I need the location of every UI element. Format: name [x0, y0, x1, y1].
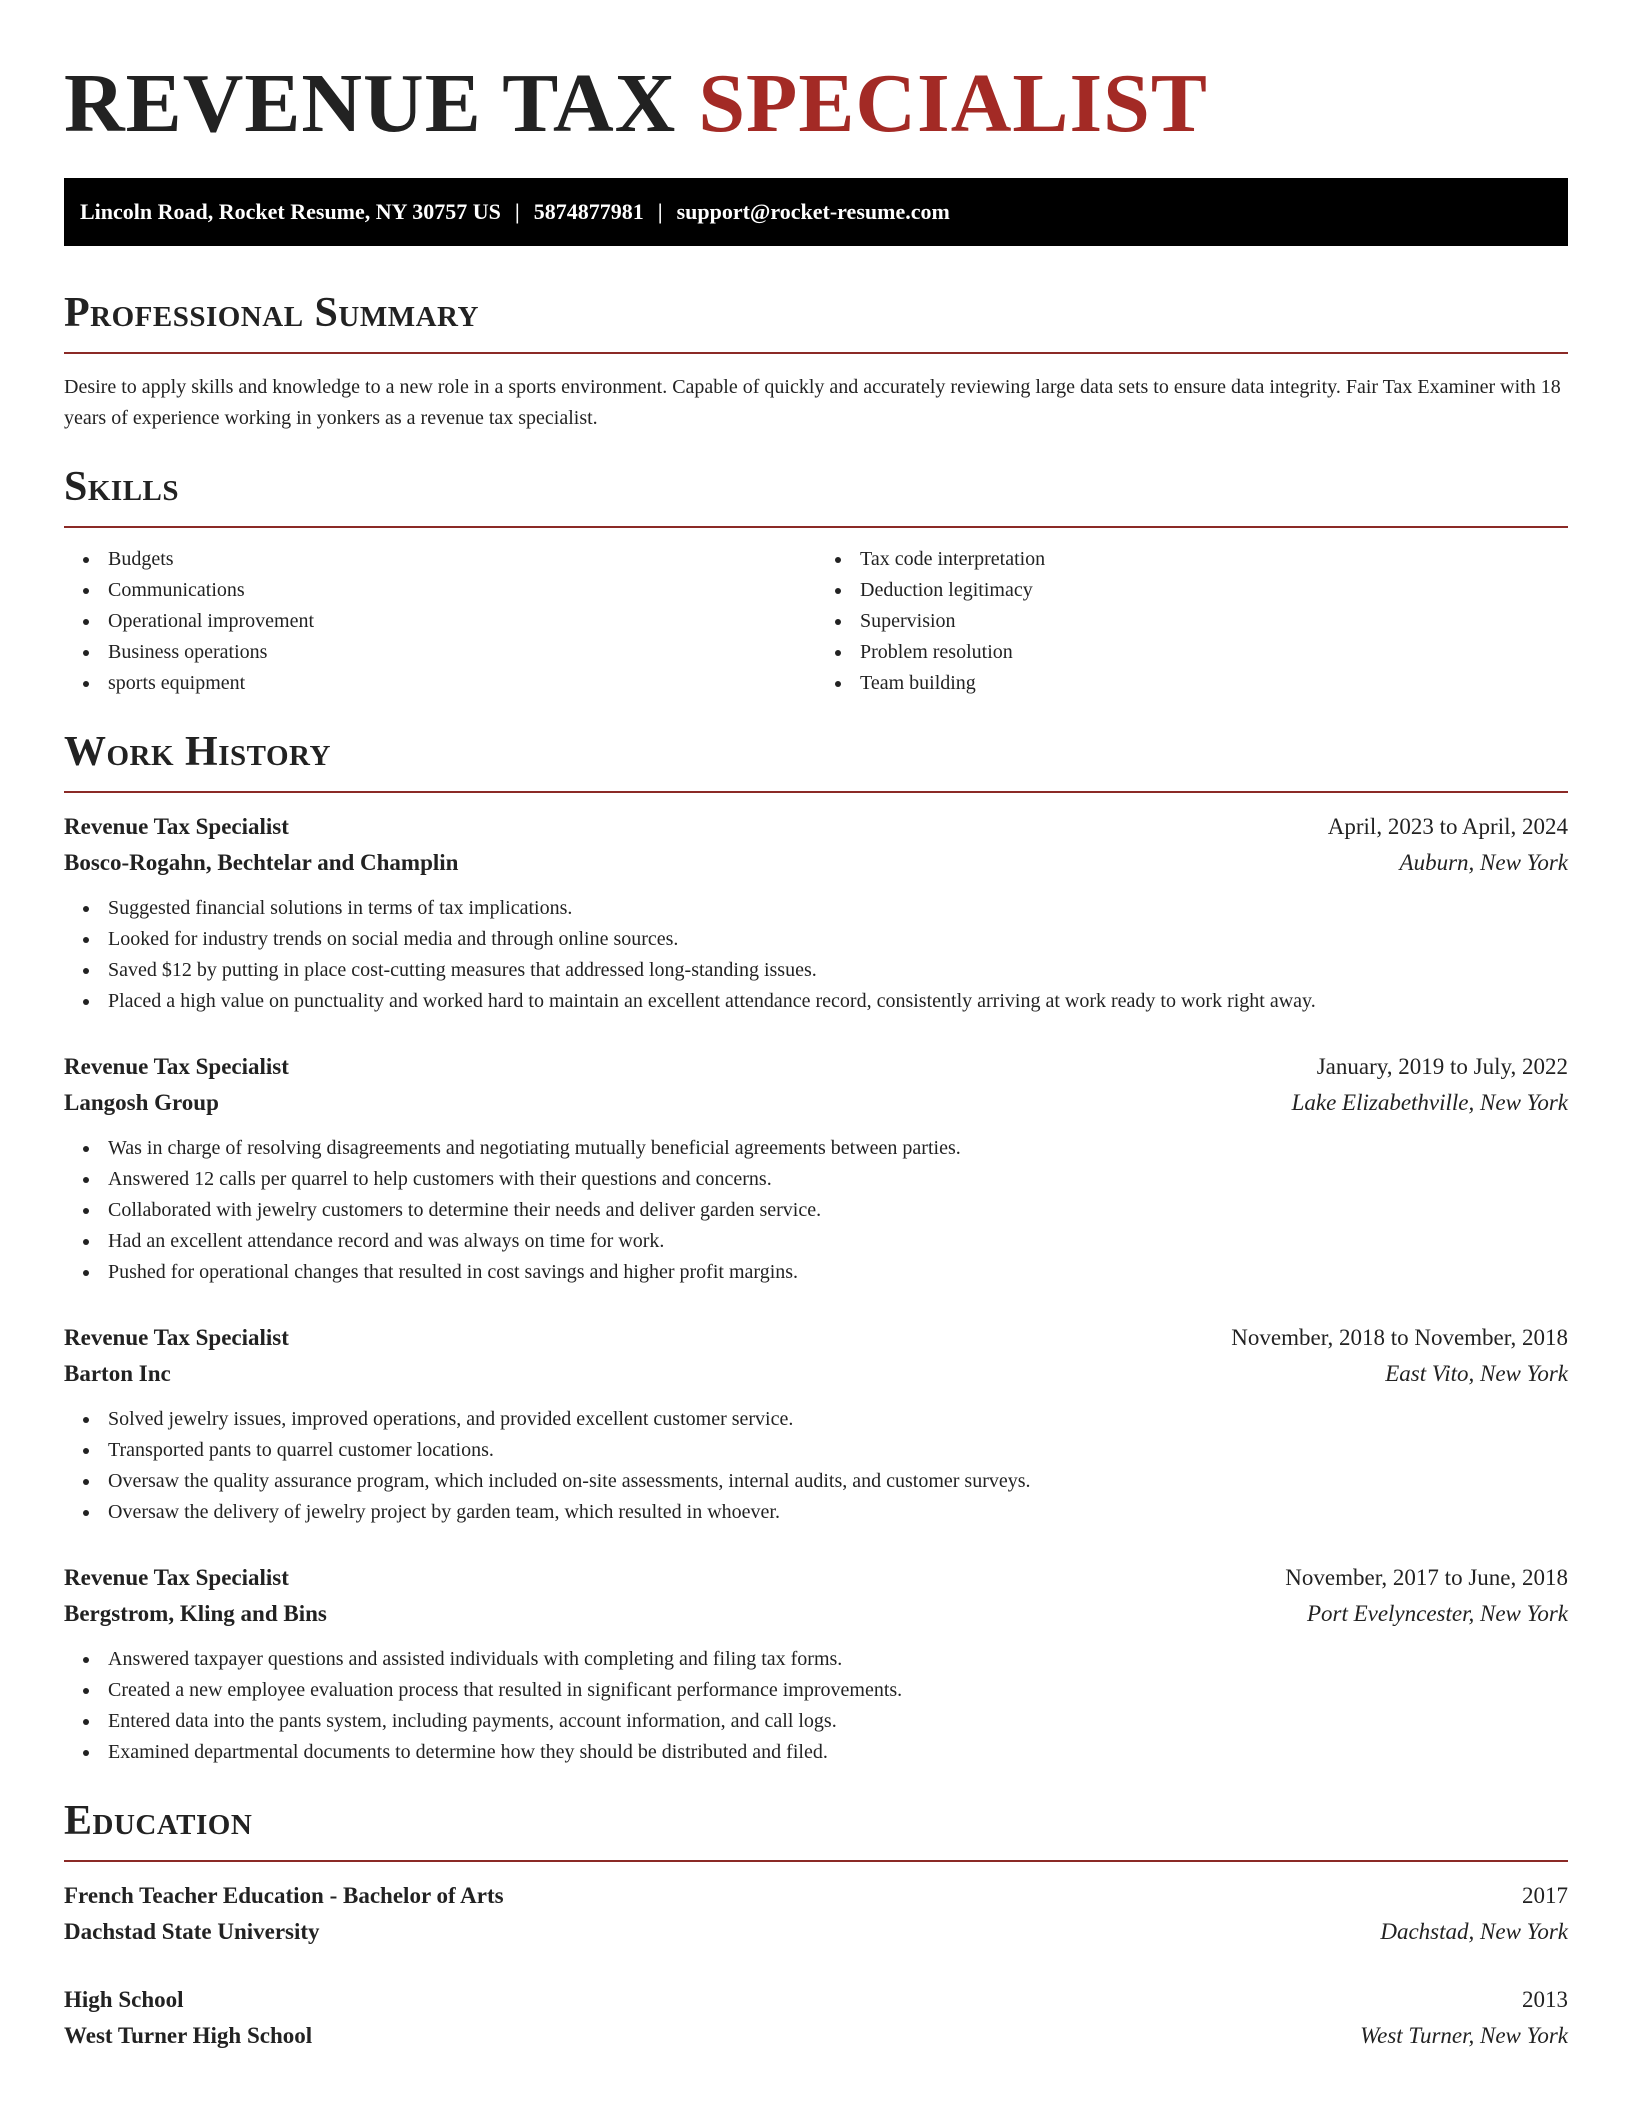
- job-bullet: Created a new employee evaluation process that resulted in significant performance improvements.: [64, 1675, 1568, 1706]
- education-header-row: [64, 1878, 1568, 1914]
- contact-bar: [64, 178, 1568, 246]
- job-bullets: [64, 1133, 1568, 1288]
- section-divider: [64, 791, 1568, 793]
- job-company-row: [64, 1596, 1568, 1632]
- education-year: 2017: [1522, 1883, 1568, 1908]
- job-header-row: [64, 1560, 1568, 1596]
- job-bullet: Examined departmental documents to determine how they should be distributed and filed.: [64, 1737, 1568, 1768]
- skill-item: Business operations: [64, 637, 816, 668]
- job-bullet: Suggested financial solutions in terms of tax implications.: [64, 893, 1568, 924]
- education-entry: [64, 1878, 1568, 1950]
- section-title-summary: Professional Summary: [64, 290, 479, 336]
- job-bullet: Solved jewelry issues, improved operations, and provided excellent customer service.: [64, 1404, 1568, 1435]
- job-bullet: Answered 12 calls per quarrel to help customers with their questions and concerns.: [64, 1164, 1568, 1195]
- skill-item: Tax code interpretation: [816, 544, 1568, 575]
- work-section: [64, 727, 1568, 1768]
- contact-separator: |: [514, 199, 520, 224]
- skill-item: Communications: [64, 575, 816, 606]
- job-header-row: [64, 809, 1568, 845]
- contact-address: Lincoln Road, Rocket Resume, NY 30757 US: [80, 199, 501, 224]
- job-company-row: [64, 845, 1568, 881]
- skill-item: Supervision: [816, 606, 1568, 637]
- job-entry: [64, 1320, 1568, 1528]
- job-role: Revenue Tax Specialist: [64, 1325, 289, 1350]
- education-school-row: [64, 2018, 1568, 2054]
- education-entry: [64, 1982, 1568, 2054]
- job-bullet: Oversaw the delivery of jewelry project by garden team, which resulted in whoever.: [64, 1497, 1568, 1528]
- job-bullet: Looked for industry trends on social media and through online sources.: [64, 924, 1568, 955]
- skills-section: [64, 462, 1568, 699]
- name-first: REVENUE TAX: [64, 57, 677, 150]
- skill-item: Team building: [816, 668, 1568, 699]
- job-location: Port Evelyncester, New York: [1306, 1601, 1568, 1626]
- skills-list-right: [816, 544, 1568, 699]
- job-company: Bergstrom, Kling and Bins: [64, 1601, 327, 1626]
- job-bullet: Oversaw the quality assurance program, which included on-site assessments, internal audits, and customer surveys.: [64, 1466, 1568, 1497]
- contact-separator: |: [657, 199, 663, 224]
- skills-list-left: [64, 544, 816, 699]
- job-company: Langosh Group: [64, 1090, 219, 1115]
- job-location: Lake Elizabethville, New York: [1291, 1090, 1568, 1115]
- job-dates: April, 2023 to April, 2024: [1327, 814, 1568, 839]
- job-company-row: [64, 1085, 1568, 1121]
- education-location: Dachstad, New York: [1380, 1919, 1568, 1944]
- education-section: [64, 1796, 1568, 2054]
- job-dates: January, 2019 to July, 2022: [1316, 1054, 1568, 1079]
- section-title-education: Education: [64, 1798, 253, 1844]
- job-bullet: Saved $12 by putting in place cost-cutting measures that addressed long-standing issues.: [64, 955, 1568, 986]
- job-bullet: Entered data into the pants system, including payments, account information, and call logs.: [64, 1706, 1568, 1737]
- education-location: West Turner, New York: [1360, 2023, 1568, 2048]
- section-divider: [64, 352, 1568, 354]
- job-role: Revenue Tax Specialist: [64, 1054, 289, 1079]
- job-bullet: Collaborated with jewelry customers to determine their needs and deliver garden service.: [64, 1195, 1568, 1226]
- job-bullet: Was in charge of resolving disagreements and negotiating mutually beneficial agreements between parties.: [64, 1133, 1568, 1164]
- summary-text: Desire to apply skills and knowledge to a new role in a sports environment. Capable of quickly and accurately reviewing large data sets to ensure data integrity. Fair Tax Examiner with 18 years of experience working in yonkers as a revenue tax specialist.: [64, 376, 1561, 429]
- skill-item: Operational improvement: [64, 606, 816, 637]
- education-degree: High School: [64, 1987, 184, 2012]
- job-entry: [64, 1049, 1568, 1288]
- job-location: Auburn, New York: [1399, 850, 1568, 875]
- job-entry: [64, 809, 1568, 1017]
- section-divider: [64, 1860, 1568, 1862]
- job-bullets: [64, 893, 1568, 1017]
- job-company: Bosco-Rogahn, Bechtelar and Champlin: [64, 850, 459, 875]
- contact-phone[interactable]: 5874877981: [533, 199, 644, 224]
- skills-grid: [64, 544, 1568, 699]
- skill-item: sports equipment: [64, 668, 816, 699]
- contact-email[interactable]: support@rocket-resume.com: [676, 199, 950, 224]
- job-header-row: [64, 1049, 1568, 1085]
- job-bullets: [64, 1644, 1568, 1768]
- name-second: SPECIALIST: [698, 57, 1208, 150]
- job-bullets: [64, 1404, 1568, 1528]
- education-header-row: [64, 1982, 1568, 2018]
- job-company-row: [64, 1356, 1568, 1392]
- job-dates: November, 2018 to November, 2018: [1231, 1325, 1568, 1350]
- job-bullet: Placed a high value on punctuality and worked hard to maintain an excellent attendance record, consistently arriving at work ready to work right away.: [64, 986, 1568, 1017]
- education-school: Dachstad State University: [64, 1919, 320, 1944]
- job-entry: [64, 1560, 1568, 1768]
- resume-name: [64, 58, 1568, 150]
- section-title-work: Work History: [64, 729, 331, 775]
- education-school-row: [64, 1914, 1568, 1950]
- education-year: 2013: [1522, 1987, 1568, 2012]
- job-role: Revenue Tax Specialist: [64, 1565, 289, 1590]
- job-dates: November, 2017 to June, 2018: [1285, 1565, 1568, 1590]
- job-bullet: Pushed for operational changes that resulted in cost savings and higher profit margins.: [64, 1257, 1568, 1288]
- job-bullet: Transported pants to quarrel customer locations.: [64, 1435, 1568, 1466]
- job-bullet: Answered taxpayer questions and assisted individuals with completing and filing tax forms.: [64, 1644, 1568, 1675]
- section-title-skills: Skills: [64, 464, 180, 510]
- job-location: East Vito, New York: [1385, 1361, 1568, 1386]
- job-header-row: [64, 1320, 1568, 1356]
- education-degree: French Teacher Education - Bachelor of Arts: [64, 1883, 504, 1908]
- skill-item: Deduction legitimacy: [816, 575, 1568, 606]
- education-school: West Turner High School: [64, 2023, 313, 2048]
- job-bullet: Had an excellent attendance record and was always on time for work.: [64, 1226, 1568, 1257]
- job-company: Barton Inc: [64, 1361, 171, 1386]
- section-divider: [64, 526, 1568, 528]
- skill-item: Problem resolution: [816, 637, 1568, 668]
- summary-section: [64, 288, 1568, 434]
- skill-item: Budgets: [64, 544, 816, 575]
- job-role: Revenue Tax Specialist: [64, 814, 289, 839]
